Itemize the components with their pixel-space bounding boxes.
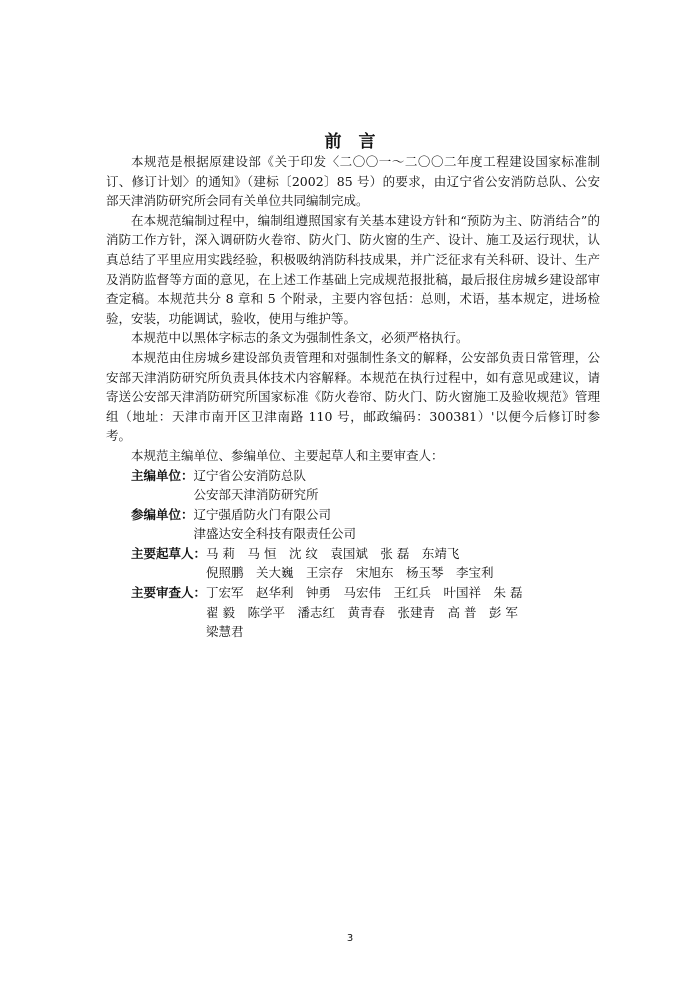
reviewers-label: 主要审查人： <box>131 585 207 601</box>
reviewers-line-1: 丁宏军 赵华利 钟勇 马宏伟 王红兵 叶国祥 朱 磊 <box>206 585 523 601</box>
drafters-line-1: 马 莉 马 恒 沈 纹 袁国斌 张 磊 东靖飞 <box>206 545 460 561</box>
preface-body <box>106 152 600 642</box>
paragraph-5: 本规范主编单位、参编单位、主要起草人和主要审查人： <box>131 447 444 463</box>
reviewers-line-2: 翟 毅 陈学平 潘志红 黄青春 张建青 高 普 彭 军 <box>206 604 518 620</box>
drafters-line-2: 倪照鹏 关大巍 王宗存 宋旭东 杨玉琴 李宝利 <box>206 565 494 581</box>
chief-units-label: 主编单位： <box>131 467 194 483</box>
paragraph-1: 本规范是根据原建设部《关于印发〈二〇〇一～二〇〇二年度工程建设国家标准制订、修订计划〉的通知》（建标〔2002〕85 号）的要求，由辽宁省公安消防总队、公安部天津消防研究所会同有关单位共同编制完成。 <box>106 154 600 209</box>
paragraph-3: 本规范中以黑体字标志的条文为强制性条文，必须严格执行。 <box>131 330 469 346</box>
drafters <box>106 544 600 583</box>
participating-units <box>106 505 600 544</box>
participating-unit-1: 辽宁强盾防火门有限公司 <box>193 506 332 522</box>
participating-units-label: 参编单位： <box>131 506 194 522</box>
paragraph-2: 在本规范编制过程中，编制组遵照国家有关基本建设方针和“预防为主、防消结合”的消防工作方针，深入调研防火卷帘、防火门、防火窗的生产、设计、施工及运行现状，认真总结了平里应用实践经验，积极吸纳消防科技成果，并广泛征求有关科研、设计、生产及消防监督等方面的意见，在上述工作基础上完成规范报批稿，最后报住房城乡建设部审查定稿。本规范共分 8 章和 5 个附录，主要内容包括：总则，术语，基本规定，进场检验，安装，功能调试，验收，使用与维护等。 <box>106 212 600 326</box>
chief-unit-1: 辽宁省公安消防总队 <box>193 467 307 483</box>
roles-list <box>106 466 600 642</box>
drafters-label: 主要起草人： <box>131 545 207 561</box>
paragraph-4: 本规范由住房城乡建设部负责管理和对强制性条文的解释，公安部负责日常管理，公安部天津消防研究所负责具体技术内容解释。本规范在执行过程中，如有意见或建议，请寄送公安部天津消防研究所国家标准《防火卷帘、防火门、防火窗施工及验收规范》管理组（地址：天津市南开区卫津南路 110 号，邮政编码：300381）'以便今后修订时参考。 <box>106 349 600 444</box>
participating-unit-2: 津盛达安全科技有限责任公司 <box>193 526 357 542</box>
reviewers-line-3: 梁慧君 <box>206 624 244 640</box>
chief-units <box>106 466 600 505</box>
chief-unit-2: 公安部天津消防研究所 <box>193 487 319 503</box>
page-title: 前言 <box>324 132 393 152</box>
page-number: 3 <box>346 933 354 944</box>
reviewers <box>106 583 600 642</box>
